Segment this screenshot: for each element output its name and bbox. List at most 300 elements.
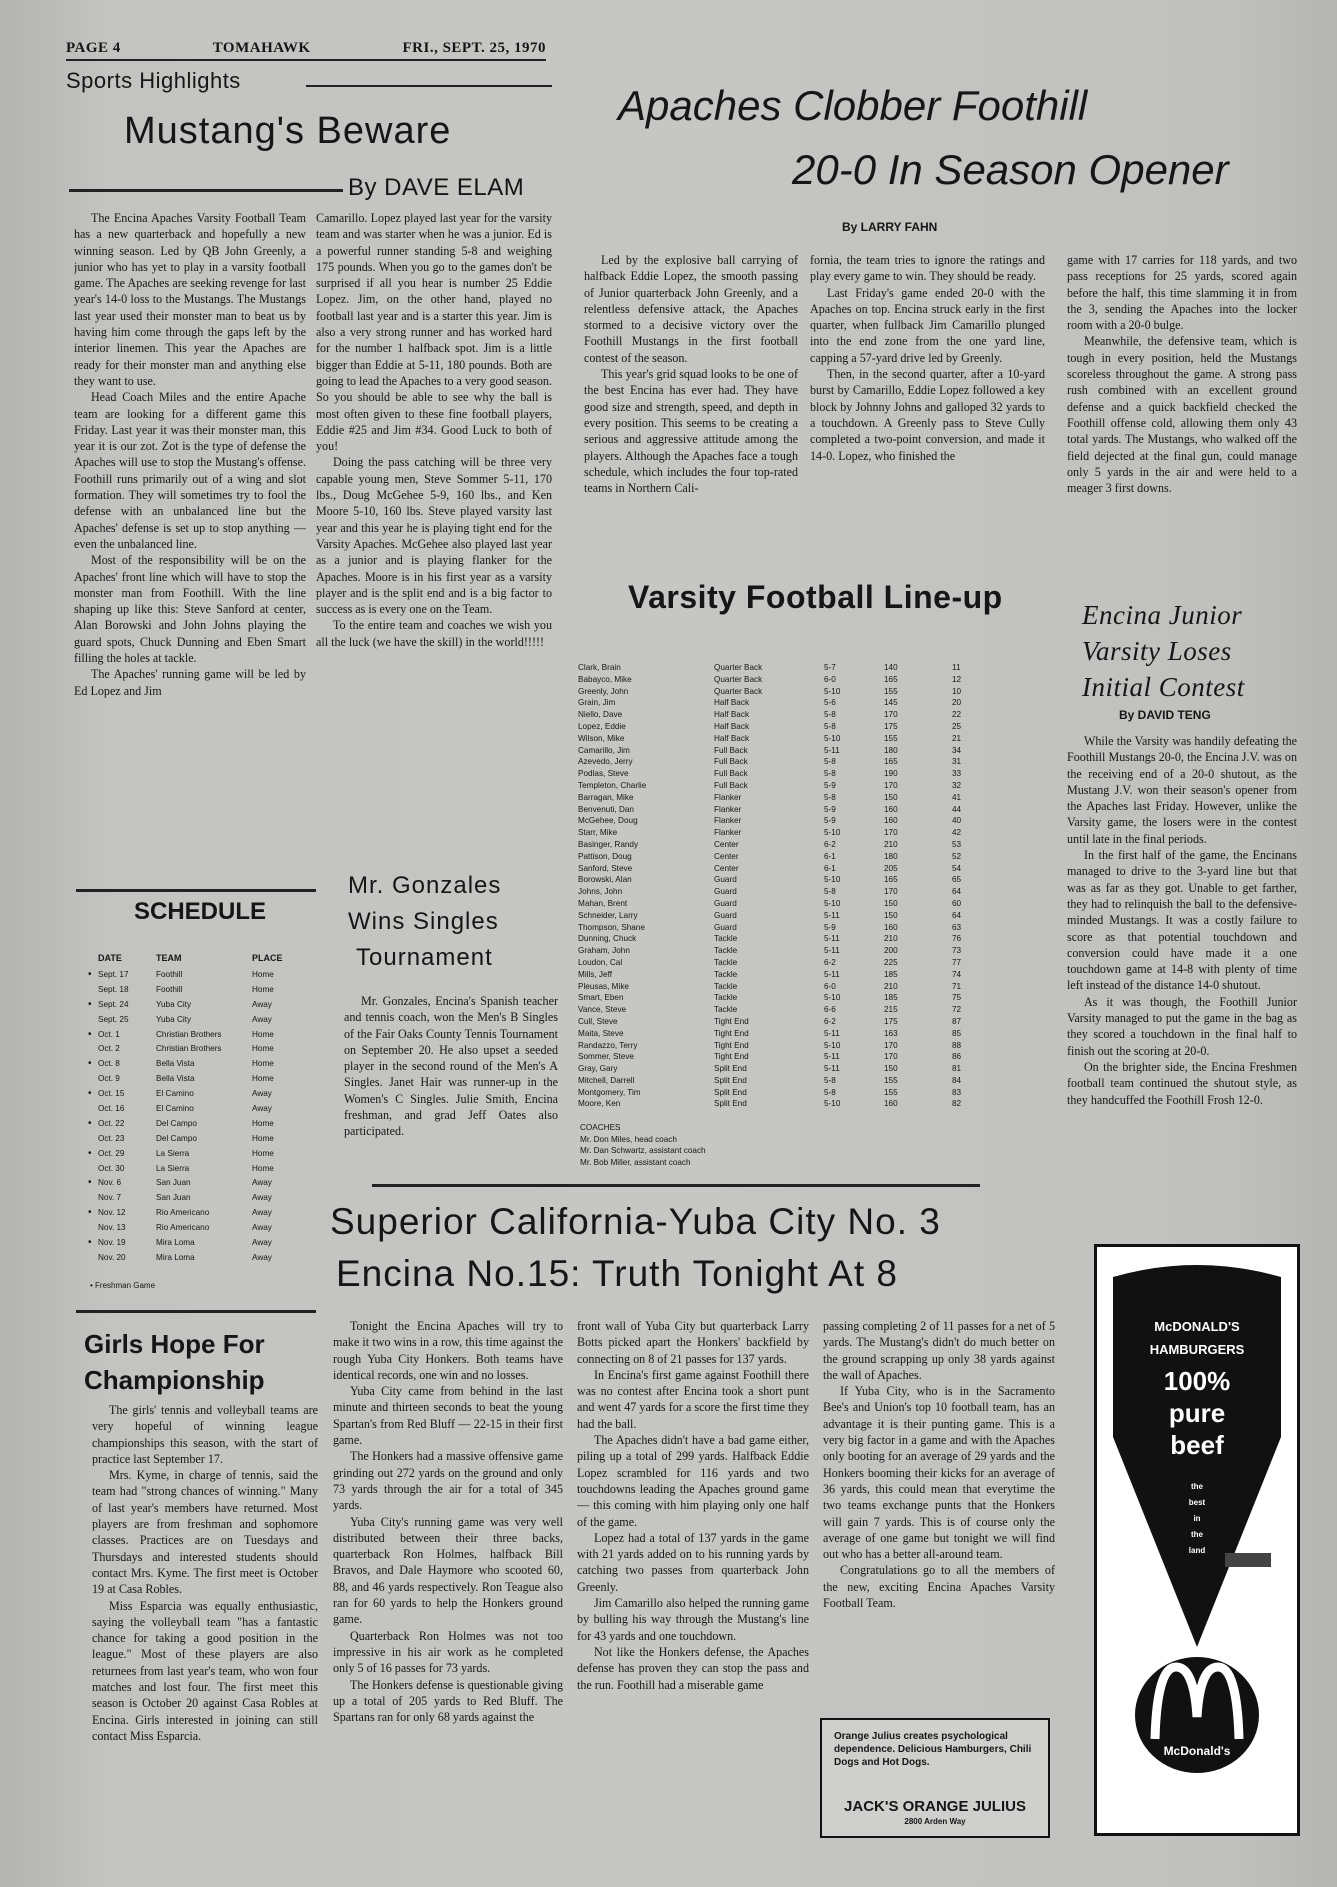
player-height: 5-11 xyxy=(824,1052,840,1062)
schedule-place: Away xyxy=(252,1178,272,1188)
mustang-article xyxy=(74,210,552,882)
player-position: Tackle xyxy=(714,934,738,944)
schedule-team: El Camino xyxy=(156,1103,194,1113)
player-height: 5-10 xyxy=(824,898,841,908)
lineup-row xyxy=(578,756,976,768)
oj-text: Orange Julius creates psychological dependence. Delicious Hamburgers, Chili Dogs and Hot Dogs. xyxy=(834,1731,1032,1768)
lineup-row xyxy=(578,874,976,886)
mustang-headline: Mustang's Beware xyxy=(124,110,452,152)
player-number: 71 xyxy=(952,981,962,991)
lineup-row xyxy=(578,815,976,827)
schedule-date: Oct. 9 xyxy=(98,1074,120,1084)
player-number: 21 xyxy=(952,733,962,743)
lineup-row xyxy=(578,697,976,709)
schedule-team: Foothill xyxy=(156,969,183,979)
schedule-table xyxy=(88,949,310,1265)
freshman-marker: • xyxy=(88,1207,92,1219)
schedule-place: Away xyxy=(252,1252,272,1262)
lineup-row xyxy=(578,768,976,780)
schedule-team: Del Campo xyxy=(156,1133,197,1143)
player-weight: 155 xyxy=(884,733,898,743)
player-position: Guard xyxy=(714,875,737,885)
player-weight: 160 xyxy=(884,922,898,932)
schedule-date: Oct. 22 xyxy=(98,1118,125,1128)
player-number: 11 xyxy=(952,663,961,672)
yuba-col2: front wall of Yuba City but quarterback Larry Botts picked apart the Honkers' backfield by connecting on 8 of 21 passes for 137 yards. In Encina's first game against Foothill there was no contest after Encina took a short punt and went 47 yards for a score the first time they had the ball. The Apaches didn't have a bad game either, piling up a total of 299 yards. Halfback Eddie Lopez scrambled for 116 yards and two touchdowns leading the Apaches ground game — this coming with him playing only one half of the game. Lopez had a total of 137 yards in the game with 21 yards added on to his running yards by catching two passes from quarterback John Greenly. Jim Camarillo also helped the running game by bulling his way through the Mustang's line for 43 yards and one touchdown. Not like the Honkers defense, the Apaches defense has proven they can stop the pass and the run. Foothill had a miserable game xyxy=(577,1319,809,1692)
jv-article: While the Varsity was handily defeating the Foothill Mustangs 20-0, the Encina J.V. was on the receiving end of a 20-0 shutout, as the Mustang J.V. won their season's opener from the Apaches last Friday. However, unlike the Varsity game, the losers were in the contest until late in the final periods. In the first half of the game, the Encinans managed to drive to the 3-yard line but that was as far as they got. Unable to get farther, they had to relinquish the ball to the defensive-minded Mustangs. It was a costly failure to score as that potential touchdown and conversion could have made it a one touchdown game at 14-8 with plenty of time left instead of the distance 14-0 shutout. As it was though, the Foothill Junior Varsity managed to put the game in the bag as they scored a touchdown in the final half to finish out the scoring at 20-0. On the brighter side, the Encina Freshmen football team continued the shutout style, as they handcuffed the Foothill Frosh 12-0. xyxy=(1067,734,1297,1107)
schedule-row xyxy=(88,1175,310,1190)
lineup-row xyxy=(578,721,976,733)
player-weight: 163 xyxy=(884,1028,898,1038)
player-weight: 170 xyxy=(884,1052,898,1062)
lineup-row xyxy=(578,1063,976,1075)
gonzales-article: Mr. Gonzales, Encina's Spanish teacher and tennis coach, won the Men's B Singles of the Fair Oaks County Tennis Tournament on September 20. He also upset a seeded player in the second round of the Men's A Singles. Janet Hair was runner-up in the Women's C Singles. Julie Smith, Encina freshman, and grad Jeff Oates also participated. xyxy=(344,994,558,1139)
player-height: 5-11 xyxy=(824,946,840,956)
player-name: Clark, Brain xyxy=(578,663,621,672)
player-number: 77 xyxy=(952,957,962,967)
schedule-date: Nov. 7 xyxy=(98,1193,122,1203)
schedule-date: Sept. 18 xyxy=(98,984,129,994)
player-height: 5-10 xyxy=(824,993,841,1003)
player-name: Basinger, Randy xyxy=(578,839,639,849)
schedule-footnote: • Freshman Game xyxy=(90,1281,156,1290)
apaches-headline-1: Apaches Clobber Foothill xyxy=(618,82,1088,129)
player-position: Flanker xyxy=(714,816,742,826)
schedule-team: Mira Loma xyxy=(156,1252,195,1262)
schedule-place: Home xyxy=(252,1059,274,1069)
freshman-marker xyxy=(88,1161,98,1176)
lineup-row xyxy=(578,674,976,686)
player-position: Guard xyxy=(714,910,737,920)
player-height: 5-9 xyxy=(824,816,836,826)
player-height: 5-7 xyxy=(824,663,836,672)
player-position: Half Back xyxy=(714,733,750,743)
player-weight: 160 xyxy=(884,816,898,826)
freshman-marker: • xyxy=(88,1147,92,1159)
player-number: 72 xyxy=(952,1005,962,1015)
col-place: PLACE xyxy=(252,953,283,963)
freshman-marker xyxy=(88,1012,98,1027)
player-name: Azevedo, Jerry xyxy=(578,757,633,767)
player-position: Tackle xyxy=(714,957,738,967)
player-height: 5-8 xyxy=(824,1087,836,1097)
player-name: Mahan, Brent xyxy=(578,898,628,908)
player-weight: 205 xyxy=(884,863,898,873)
player-name: Lopez, Eddie xyxy=(578,721,626,731)
player-name: Pattison, Doug xyxy=(578,851,632,861)
schedule-team: Foothill xyxy=(156,984,183,994)
player-height: 6-0 xyxy=(824,674,836,684)
player-number: 22 xyxy=(952,710,962,720)
player-position: Tackle xyxy=(714,993,738,1003)
player-weight: 155 xyxy=(884,1087,898,1097)
schedule-row xyxy=(88,1161,310,1176)
mcdonalds-ad xyxy=(1094,1244,1300,1836)
schedule-date: Sept. 17 xyxy=(98,969,129,979)
lineup-row xyxy=(578,827,976,839)
lineup-row xyxy=(578,1016,976,1028)
player-height: 6-2 xyxy=(824,1016,836,1026)
yuba-top-rule xyxy=(372,1184,980,1187)
lineup-row xyxy=(578,933,976,945)
freshman-marker: • xyxy=(88,1088,92,1100)
player-name: Cull, Steve xyxy=(578,1016,618,1026)
mustang-col1: The Encina Apaches Varsity Football Team has a new quarterback and hopefully a new winning season. Led by QB John Greenly, a junior who has yet to play in a varsity football game. The Apaches are seeking revenge for last year's 14-0 loss to the Mustangs. The Mustangs last year used their monster man to beat us by having him come through the gaps left by the interior linemen. This year the Apaches are ready for their monster man and anything else they want to use. Head Coach Miles and the entire Apache team are looking for a different game this Friday. Last year it was their monster man, this year it is our zot. Zot is the type of defense the Apaches will use to stop the Mustang's offense. Foothill runs primarily out of a wing and slot formation. They will sometimes try to fool the defense with an unbalanced line but the Apaches' defense is set up to stop anything — even the unbalanced line. Most of the responsibility will be on the Apaches' front line which will have to stop the monster man from Foothill. With the line shaping up like this: Steve Sanford at center, Alan Borowski and John Johns playing the guard spots, Chuck Dunning and Eben Smart filling the holes at tackle. The Apaches' running game will be led by Ed Lopez and Jim xyxy=(74,211,306,698)
player-number: 87 xyxy=(952,1016,962,1026)
schedule-date: Oct. 2 xyxy=(98,1044,120,1054)
player-number: 81 xyxy=(952,1064,962,1074)
freshman-marker: • xyxy=(88,968,92,980)
player-weight: 150 xyxy=(884,1064,898,1074)
schedule-row xyxy=(88,1190,310,1205)
schedule-team: Yuba City xyxy=(156,1014,192,1024)
freshman-marker xyxy=(88,1071,98,1086)
yuba-col3: passing completing 2 of 11 passes for a net of 5 yards. The Mustang's didn't do much better on the ground scrapping up only 38 yards against the wall of Apaches. If Yuba City, who is in the Sacramento Bee's and Union's top 10 football team, has an advantage it is their punting game. This is a very big factor in a game and with the Apaches only booting for an average of 29 yards and the Honkers booming their kicks for an average of 36 yards, this could mean that everytime the two teams exchange punts that the Honkers will gain 7 yards. This is of course only the average of one game but tonight we will find out who has a better all-around team. Congratulations go to all the members of the new, exciting Encina Apaches Varsity Football Team. xyxy=(823,1319,1055,1611)
player-number: 41 xyxy=(952,792,962,802)
player-number: 82 xyxy=(952,1099,962,1109)
player-name: Maita, Steve xyxy=(578,1028,624,1038)
apaches-col3: game with 17 carries for 118 yards, and two pass receptions for 25 yards, scored again before the half, this time slamming it in from the 3, sending the Apaches into the locker room with a 20-0 bulge. Meanwhile, the defensive team, which is tough in every position, held the Mustangs scoreless throughout the game. A strong pass rush combined with an excellent ground defense and a quick backfield checked the Foothill offense cold, allowing them only 43 total yards. The Mustangs, who walked off the field dejected at the final gun, could manage only 5 yards in the air and were held to a meager 3 first downs. xyxy=(1067,253,1297,496)
player-number: 10 xyxy=(952,686,962,696)
schedule-row xyxy=(88,1205,310,1220)
player-name: Moore, Ken xyxy=(578,1099,621,1109)
player-height: 6-0 xyxy=(824,981,836,991)
schedule-date: Sept. 24 xyxy=(98,999,129,1009)
schedule-row xyxy=(88,967,310,982)
player-height: 5-8 xyxy=(824,887,836,897)
player-number: 20 xyxy=(952,698,962,708)
player-weight: 150 xyxy=(884,792,898,802)
lineup-row xyxy=(578,1028,976,1040)
lineup-row xyxy=(578,1087,976,1099)
schedule-place: Home xyxy=(252,1118,274,1128)
player-height: 6-1 xyxy=(824,863,836,873)
lineup-row xyxy=(578,1075,976,1087)
schedule-row xyxy=(88,1250,310,1265)
schedule-row xyxy=(88,1012,310,1027)
player-height: 5-8 xyxy=(824,1075,836,1085)
lineup-row xyxy=(578,1098,976,1110)
player-position: Guard xyxy=(714,898,737,908)
player-height: 5-11 xyxy=(824,745,840,755)
mcd-title: McDONALD'S HAMBURGERS xyxy=(1149,1319,1245,1357)
player-height: 5-10 xyxy=(824,686,841,696)
schedule-row xyxy=(88,1071,310,1086)
schedule-team: Yuba City xyxy=(156,999,192,1009)
oj-address: 2800 Arden Way xyxy=(904,1817,966,1826)
schedule-date: Oct. 30 xyxy=(98,1163,125,1173)
player-weight: 155 xyxy=(884,686,898,696)
col-date: DATE xyxy=(98,953,122,963)
issue-date: FRI., SEPT. 25, 1970 xyxy=(402,40,546,56)
coach-1: Mr. Don Miles, head coach xyxy=(580,1134,677,1144)
schedule-body xyxy=(88,967,310,1265)
freshman-marker: • xyxy=(88,1028,92,1040)
player-position: Tackle xyxy=(714,946,738,956)
schedule-row xyxy=(88,1131,310,1146)
player-position: Flanker xyxy=(714,828,742,838)
player-weight: 170 xyxy=(884,710,898,720)
player-position: Tight End xyxy=(714,1016,749,1026)
player-number: 12 xyxy=(952,674,962,684)
player-weight: 185 xyxy=(884,993,898,1003)
player-position: Split End xyxy=(714,1064,747,1074)
player-height: 5-6 xyxy=(824,698,836,708)
schedule-place: Home xyxy=(252,1163,274,1173)
lineup-row xyxy=(578,1040,976,1052)
schedule-date: Oct. 29 xyxy=(98,1148,125,1158)
lineup-row xyxy=(578,1051,976,1063)
player-weight: 170 xyxy=(884,828,898,838)
schedule-team: La Sierra xyxy=(156,1163,190,1173)
lineup-row xyxy=(578,969,976,981)
player-name: Mills, Jeff xyxy=(578,969,612,979)
player-height: 5-10 xyxy=(824,1040,841,1050)
player-name: Borowski, Alan xyxy=(578,875,632,885)
yuba-headline-1: Superior California-Yuba City No. 3 xyxy=(330,1201,941,1242)
lineup-row xyxy=(578,910,976,922)
lineup-row xyxy=(578,981,976,993)
player-number: 25 xyxy=(952,721,962,731)
schedule-place: Away xyxy=(252,1208,272,1218)
freshman-marker: • xyxy=(88,1236,92,1248)
yuba-col1: Tonight the Encina Apaches will try to make it two wins in a row, this time against the rough Yuba City Honkers. Both teams have identical records, one win and no losses. Yuba City came from behind in the last minute and thirteen seconds to beat the young Spartan's from Red Bluff — 22-15 in their first game. The Honkers had a massive offensive game grinding out 272 yards on the ground and only 73 yards through the air for a total of 345 yards. Yuba City's running game was very well distributed between their three backs, quarterback Ron Holmes, halfback Bill Bravos, and Dale Haymore who scooted 60, 88, and 46 yards respectively. Ron Teague also ran for 60 yards to help the Honkers ground game. Quarterback Ron Holmes was not too impressive in his air work as he completed only 5 of 16 passes for 73 yards. The Honkers defense is questionable giving up a total of 205 yards to Red Bluff. The Spartans ran for only 68 yards against the xyxy=(333,1319,563,1725)
player-position: Tight End xyxy=(714,1052,749,1062)
girls-article: The girls' tennis and volleyball teams are very hopeful of winning league championships this season, with the start of practice last September 17. Mrs. Kyme, in charge of tennis, said the team had "strong chances of winning." Many of last year's members have returned. Most players are from freshman and sophomore classes. Practices are on Tuesdays and Thursdays and interested students should contact Mrs. Kyme. The first meet is October 19 at Casa Robles. Miss Esparcia was equally enthusiastic, saying the volleyball team "has a fantastic chance for taking a good position in the league." Most of these players are also returnees from last year's team, who won four matches and lost four. The first meet this season is October 20 against Casa Robles at Encina. Girls interested in joining can still contact Miss Esparcia. xyxy=(92,1403,318,1743)
paper-name: TOMAHAWK xyxy=(212,40,311,56)
lineup-row xyxy=(578,780,976,792)
player-position: Quarter Back xyxy=(714,674,763,684)
player-number: 65 xyxy=(952,875,962,885)
player-weight: 150 xyxy=(884,910,898,920)
schedule-place: Away xyxy=(252,1103,272,1113)
player-number: 88 xyxy=(952,1040,962,1050)
player-name: Sanford, Steve xyxy=(578,863,633,873)
lineup-body xyxy=(578,662,976,1110)
schedule-row xyxy=(88,1116,310,1131)
player-name: Johns, John xyxy=(578,887,623,897)
player-weight: 170 xyxy=(884,780,898,790)
freshman-marker xyxy=(88,1250,98,1265)
player-position: Full Back xyxy=(714,769,748,779)
schedule-date: Oct. 8 xyxy=(98,1059,120,1069)
player-weight: 170 xyxy=(884,887,898,897)
player-position: Center xyxy=(714,851,739,861)
yuba-headline-2: Encina No.15: Truth Tonight At 8 xyxy=(336,1253,898,1294)
schedule-team: Mira Loma xyxy=(156,1237,195,1247)
jv-byline: By DAVID TENG xyxy=(1119,708,1211,722)
schedule-row xyxy=(88,1027,310,1042)
schedule-row xyxy=(88,1056,310,1071)
player-height: 5-10 xyxy=(824,828,841,838)
player-height: 6-2 xyxy=(824,957,836,967)
player-name: Thompson, Shane xyxy=(578,922,645,932)
player-number: 52 xyxy=(952,851,962,861)
freshman-marker: • xyxy=(88,1117,92,1129)
player-number: 54 xyxy=(952,863,962,873)
col-team: TEAM xyxy=(156,953,182,963)
schedule-row xyxy=(88,1086,310,1101)
schedule-date: Nov. 12 xyxy=(98,1208,126,1218)
player-height: 5-11 xyxy=(824,934,840,944)
player-position: Center xyxy=(714,839,739,849)
apaches-headline-2: 20-0 In Season Opener xyxy=(792,146,1229,193)
player-height: 5-11 xyxy=(824,1028,840,1038)
freshman-marker xyxy=(88,1220,98,1235)
player-height: 6-2 xyxy=(824,839,836,849)
lineup-row xyxy=(578,662,976,674)
freshman-marker xyxy=(88,1041,98,1056)
player-number: 33 xyxy=(952,769,962,779)
player-name: Schneider, Larry xyxy=(578,910,638,920)
schedule-date: Nov. 13 xyxy=(98,1223,126,1233)
player-number: 86 xyxy=(952,1052,962,1062)
player-number: 32 xyxy=(952,780,962,790)
schedule-place: Away xyxy=(252,1193,272,1203)
schedule-team: El Camino xyxy=(156,1089,194,1099)
schedule-place: Home xyxy=(252,1148,274,1158)
player-name: McGehee, Doug xyxy=(578,816,638,826)
schedule-team: La Sierra xyxy=(156,1148,190,1158)
player-height: 6-1 xyxy=(824,851,836,861)
freshman-marker xyxy=(88,1131,98,1146)
schedule-place: Home xyxy=(252,969,274,979)
coaches-title: COACHES xyxy=(580,1123,621,1132)
schedule-date: Oct. 23 xyxy=(98,1133,125,1143)
schedule-row xyxy=(88,1235,310,1250)
apaches-col2: fornia, the team tries to ignore the ratings and play every game to win. They should be ready. Last Friday's game ended 20-0 with the Apaches on top. Encina struck early in the first quarter, when fullback Jim Camarillo plunged into the end zone from the one yard line, capping a 57-yard drive led by Greenly. Then, in the second quarter, after a 10-yard burst by Camarillo, Eddie Lopez followed a key block by Johnny Johns and galloped 32 yards to a touchdown. A Greenly pass to Steve Cully completed a two-point conversion, and made it 14-0. Lopez, who finished the xyxy=(810,253,1045,463)
player-position: Half Back xyxy=(714,698,750,708)
apaches-byline: By LARRY FAHN xyxy=(842,220,938,234)
lineup-title: Varsity Football Line-up xyxy=(628,579,1003,615)
player-position: Tackle xyxy=(714,1005,738,1015)
schedule-row xyxy=(88,997,310,1012)
lineup-row xyxy=(578,686,976,698)
schedule-date: Oct. 15 xyxy=(98,1089,125,1099)
freshman-marker: • xyxy=(88,998,92,1010)
player-height: 5-10 xyxy=(824,1099,841,1109)
player-number: 64 xyxy=(952,887,962,897)
player-height: 5-10 xyxy=(824,733,841,743)
schedule-row xyxy=(88,1101,310,1116)
player-weight: 210 xyxy=(884,839,898,849)
player-position: Split End xyxy=(714,1087,747,1097)
player-number: 74 xyxy=(952,969,962,979)
freshman-marker: • xyxy=(88,1058,92,1070)
player-name: Sommer, Steve xyxy=(578,1052,634,1062)
player-weight: 180 xyxy=(884,851,898,861)
gonzales-headline: Mr. Gonzales Wins Singles Tournament xyxy=(348,872,502,971)
player-position: Flanker xyxy=(714,792,742,802)
player-position: Tackle xyxy=(714,981,738,991)
player-height: 5-11 xyxy=(824,910,840,920)
lineup-row xyxy=(578,922,976,934)
schedule-place: Home xyxy=(252,984,274,994)
schedule-team: Del Campo xyxy=(156,1118,197,1128)
player-weight: 175 xyxy=(884,721,898,731)
page-header xyxy=(66,40,546,61)
schedule-place: Away xyxy=(252,1089,272,1099)
schedule-place: Home xyxy=(252,1074,274,1084)
player-weight: 165 xyxy=(884,875,898,885)
apaches-article xyxy=(584,252,1059,562)
lineup-row xyxy=(578,709,976,721)
player-number: 75 xyxy=(952,993,962,1003)
player-height: 5-8 xyxy=(824,757,836,767)
player-name: Gray, Gary xyxy=(578,1064,618,1074)
player-name: Niello, Dave xyxy=(578,710,623,720)
schedule-date: Nov. 19 xyxy=(98,1237,126,1247)
jv-headline: Encina Junior Varsity Loses Initial Contest xyxy=(1082,600,1245,702)
player-position: Quarter Back xyxy=(714,663,763,672)
player-position: Half Back xyxy=(714,721,750,731)
player-height: 5-9 xyxy=(824,922,836,932)
schedule-place: Away xyxy=(252,1237,272,1247)
player-position: Full Back xyxy=(714,745,748,755)
player-weight: 210 xyxy=(884,934,898,944)
lineup-row xyxy=(578,792,976,804)
coaches-block xyxy=(580,1122,706,1168)
player-weight: 215 xyxy=(884,1005,898,1015)
player-name: Grain, Jim xyxy=(578,698,616,708)
player-name: Camarillo, Jim xyxy=(578,745,630,755)
player-weight: 160 xyxy=(884,804,898,814)
player-weight: 150 xyxy=(884,898,898,908)
schedule-team: Bella Vista xyxy=(156,1059,195,1069)
schedule-row xyxy=(88,1220,310,1235)
schedule-team: Rio Americano xyxy=(156,1208,210,1218)
girls-headline: Girls Hope For Championship xyxy=(84,1329,265,1395)
freshman-marker: • xyxy=(88,1177,92,1189)
lineup-row xyxy=(578,863,976,875)
schedule-place: Home xyxy=(252,1133,274,1143)
player-name: Templeton, Charlie xyxy=(578,780,647,790)
freshman-marker xyxy=(88,1101,98,1116)
player-height: 5-11 xyxy=(824,969,840,979)
player-weight: 140 xyxy=(884,663,898,672)
mcd-pure-beef: 100% pure beef xyxy=(1163,1366,1231,1460)
lineup-row xyxy=(578,745,976,757)
schedule-team: Christian Brothers xyxy=(156,1029,222,1039)
player-weight: 160 xyxy=(884,1099,898,1109)
player-number: 60 xyxy=(952,898,962,908)
player-weight: 145 xyxy=(884,698,898,708)
player-position: Split End xyxy=(714,1099,747,1109)
player-number: 84 xyxy=(952,1075,962,1085)
schedule-row xyxy=(88,1146,310,1161)
player-height: 5-11 xyxy=(824,1064,840,1074)
schedule-place: Away xyxy=(252,1223,272,1233)
player-weight: 185 xyxy=(884,969,898,979)
schedule-place: Away xyxy=(252,999,272,1009)
mcd-logo-text: McDonald's xyxy=(1163,1744,1231,1758)
girls-rule xyxy=(76,1310,316,1313)
player-weight: 165 xyxy=(884,674,898,684)
player-number: 44 xyxy=(952,804,962,814)
player-name: Podlas, Steve xyxy=(578,769,629,779)
player-number: 73 xyxy=(952,946,962,956)
schedule-place: Home xyxy=(252,1029,274,1039)
player-weight: 225 xyxy=(884,957,898,967)
lineup-row xyxy=(578,839,976,851)
mcd-best: the best in the land xyxy=(1188,1482,1206,1555)
schedule-date: Sept. 25 xyxy=(98,1014,129,1024)
mustang-col2: Camarillo. Lopez played last year for the varsity team and was starter when he was a junior. Ed is a powerful runner standing 5-8 and weighing 175 pounds. When you go to the games don't be surprised if all you hear is number 25 Eddie Lopez. Jim, on the other hand, played no football last year and is a starter this year. Jim is also a very strong runner and has worked hard for the number 1 halfback spot. Jim is a little bigger than Eddie at 5-11, 180 pounds. Both are going to lead the Apaches to a very good season. So you should be able to see why the ball is most often given to these fine football players, Eddie #25 and Jim #34. Good Luck to both of you! Doing the pass catching will be three very capable young men, Steve Sommer 5-11, 170 lbs., Doug McGehee 5-9, 160 lbs., and Ken Moore 5-10, 160 lbs. Steve played varsity last year and this year he is playing tight end for the Varsity Apaches. McGehee also played last year as a junior and is playing flanker for the Apaches. Moore is in his first year as a varsity player and is the split end and is a big factor to success as is every one on the Team. To the entire team and coaches we wish you all the luck (we have the skill) in the world!!!!! xyxy=(316,211,552,649)
player-weight: 180 xyxy=(884,745,898,755)
player-position: Full Back xyxy=(714,780,748,790)
section-rule xyxy=(306,85,552,87)
player-height: 5-9 xyxy=(824,780,836,790)
